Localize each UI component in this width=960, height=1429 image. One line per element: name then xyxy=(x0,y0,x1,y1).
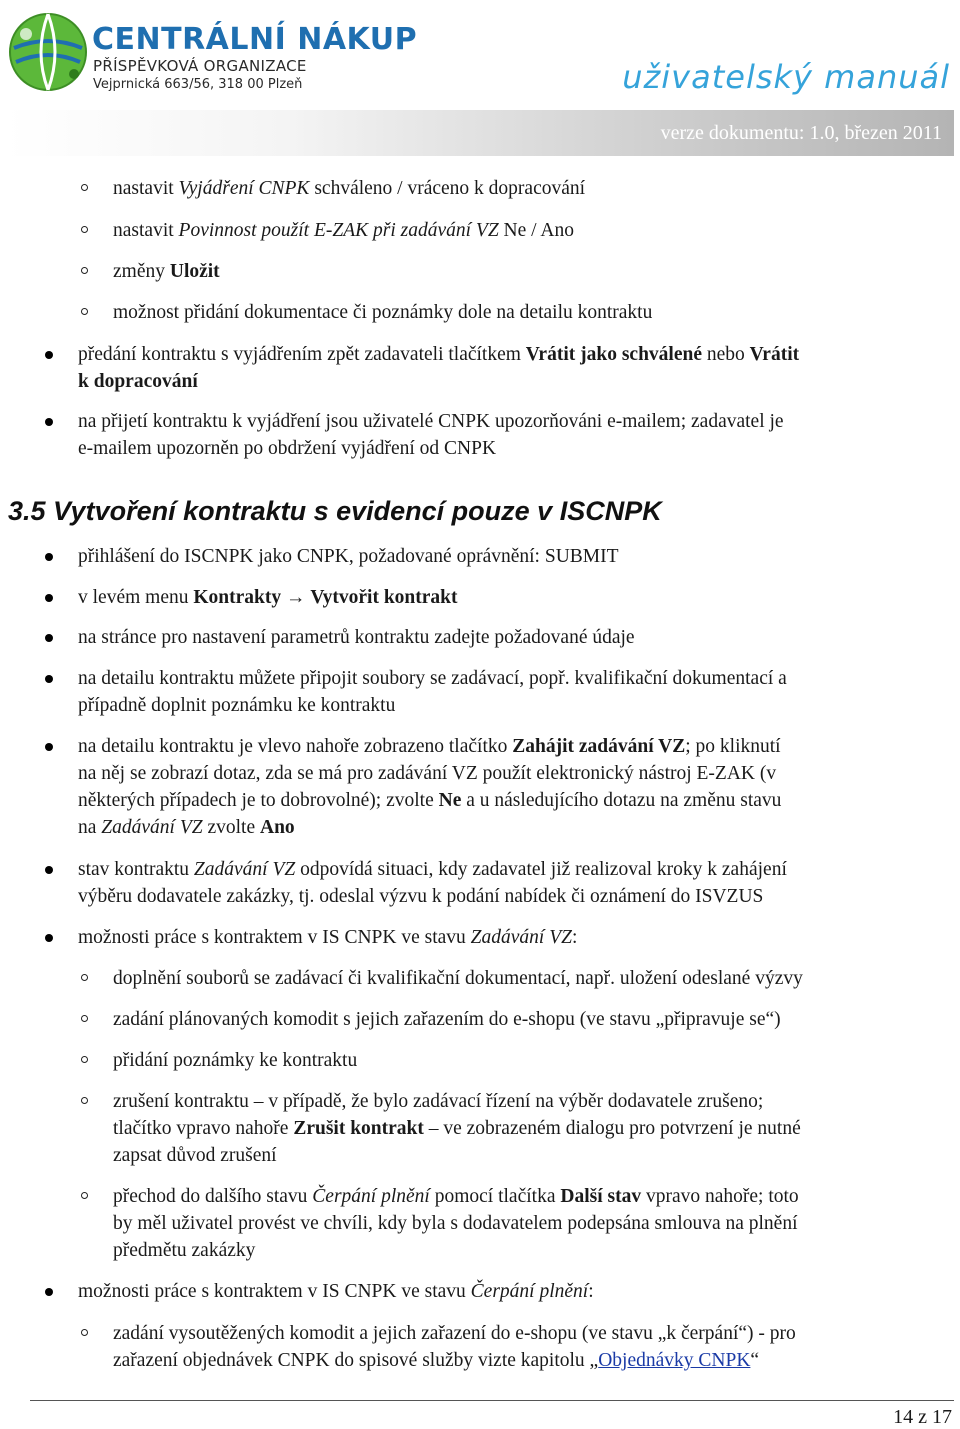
circle-bullet-icon xyxy=(81,267,88,274)
circle-bullet-icon xyxy=(81,1056,88,1063)
circle-bullet-icon xyxy=(81,1192,88,1199)
list-item: přechod do dalšího stavu Čerpání plnění pomocí tlačítka Další stav vpravo nahoře; toto by měl uživatel provést ve chvíli, kdy byla s dodavatelem podepsána smlouva na plnění předmětu zakázky xyxy=(113,1183,948,1264)
bullet-icon xyxy=(45,934,53,942)
arrow-right-icon: → xyxy=(281,587,311,608)
bullet-icon xyxy=(45,594,53,602)
list-item: zadání vysoutěžených komodit a jejich zařazení do e-shopu (ve stavu „k čerpání“) - pro zařazení objednávek CNPK do spisové služby vizte kapitolu „Objednávky CNPK“ xyxy=(113,1320,948,1374)
bullet-icon xyxy=(45,743,53,751)
circle-bullet-icon xyxy=(81,184,88,191)
org-subtitle: PŘÍSPĚVKOVÁ ORGANIZACE xyxy=(93,57,307,75)
list-item: možnosti práce s kontraktem v IS CNPK ve stavu Zadávání VZ: xyxy=(78,924,950,951)
circle-bullet-icon xyxy=(81,1097,88,1104)
list-item: možnosti práce s kontraktem v IS CNPK ve stavu Čerpání plnění: xyxy=(78,1278,950,1305)
list-item: přihlášení do ISCNPK jako CNPK, požadované oprávnění: SUBMIT xyxy=(78,543,950,570)
org-name: CENTRÁLNÍ NÁKUP xyxy=(92,22,418,57)
list-item: přidání poznámky ke kontraktu xyxy=(113,1047,948,1074)
list-item: na detailu kontraktu můžete připojit soubory se zadávací, popř. kvalifikační dokumentací a případně doplnit poznámku ke kontraktu xyxy=(78,665,950,719)
list-item: zadání plánovaných komodit s jejich zařazením do e-shopu (ve stavu „připravuje se“) xyxy=(113,1006,948,1033)
list-item: na stránce pro nastavení parametrů kontraktu zadejte požadované údaje xyxy=(78,624,950,651)
list-item: doplnění souborů se zadávací či kvalifikační dokumentací, např. uložení odeslané výzvy xyxy=(113,965,948,992)
circle-bullet-icon xyxy=(81,1015,88,1022)
list-item: předání kontraktu s vyjádřením zpět zadavateli tlačítkem Vrátit jako schválené nebo Vrátit k dopracování xyxy=(78,341,950,395)
bullet-icon xyxy=(45,553,53,561)
globe-logo-icon xyxy=(4,4,96,96)
list-item: na detailu kontraktu je vlevo nahoře zobrazeno tlačítko Zahájit zadávání VZ; po kliknutí na něj se zobrazí dotaz, zda se má pro zadávání VZ použít elektronický nástroj E-ZAK (v některých případech je to dobrovolné); zvolte Ne a u následujícího dotazu na změnu stavu na Zadávání VZ zvolte Ano xyxy=(78,733,950,841)
circle-bullet-icon xyxy=(81,308,88,315)
bullet-icon xyxy=(45,634,53,642)
circle-bullet-icon xyxy=(81,226,88,233)
document-version: verze dokumentu: 1.0, březen 2011 xyxy=(660,122,942,144)
section-heading: 3.5 Vytvoření kontraktu s evidencí pouze v ISCNPK xyxy=(8,496,662,526)
bullet-icon xyxy=(45,675,53,683)
circle-bullet-icon xyxy=(81,1329,88,1336)
list-item: zrušení kontraktu – v případě, že bylo zadávací řízení na výběr dodavatele zrušeno; tlačítko vpravo nahoře Zrušit kontrakt – ve zobrazeném dialogu pro potvrzení je nutné zapsat důvod zrušení xyxy=(113,1088,948,1169)
list-item: změny Uložit xyxy=(113,258,948,285)
list-item: v levém menu Kontrakty → Vytvořit kontrakt xyxy=(78,584,950,611)
page-header xyxy=(0,0,960,160)
bullet-icon xyxy=(45,866,53,874)
objednavky-cnpk-link[interactable]: Objednávky CNPK xyxy=(598,1350,751,1371)
page-number: 14 z 17 xyxy=(893,1406,952,1428)
list-item: nastavit Povinnost použít E-ZAK při zadávání VZ Ne / Ano xyxy=(113,217,948,244)
circle-bullet-icon xyxy=(81,974,88,981)
list-item: možnost přidání dokumentace či poznámky dole na detailu kontraktu xyxy=(113,299,948,326)
footer-divider xyxy=(30,1400,954,1401)
bullet-icon xyxy=(45,1288,53,1296)
list-item: nastavit Vyjádření CNPK schváleno / vráceno k dopracování xyxy=(113,175,948,202)
list-item: stav kontraktu Zadávání VZ odpovídá situaci, kdy zadavatel již realizoval kroky k zahájení výběru dodavatele zakázky, tj. odeslal výzvu k podání nabídek či oznámení do ISVZUS xyxy=(78,856,950,910)
manual-title: uživatelský manuál xyxy=(622,58,950,96)
bullet-icon xyxy=(45,351,53,359)
list-item: na přijetí kontraktu k vyjádření jsou uživatelé CNPK upozorňováni e-mailem; zadavatel je e-mailem upozorněn po obdržení vyjádření od CNPK xyxy=(78,408,950,462)
bullet-icon xyxy=(45,418,53,426)
org-address: Vejprnická 663/56, 318 00 Plzeň xyxy=(93,77,303,92)
